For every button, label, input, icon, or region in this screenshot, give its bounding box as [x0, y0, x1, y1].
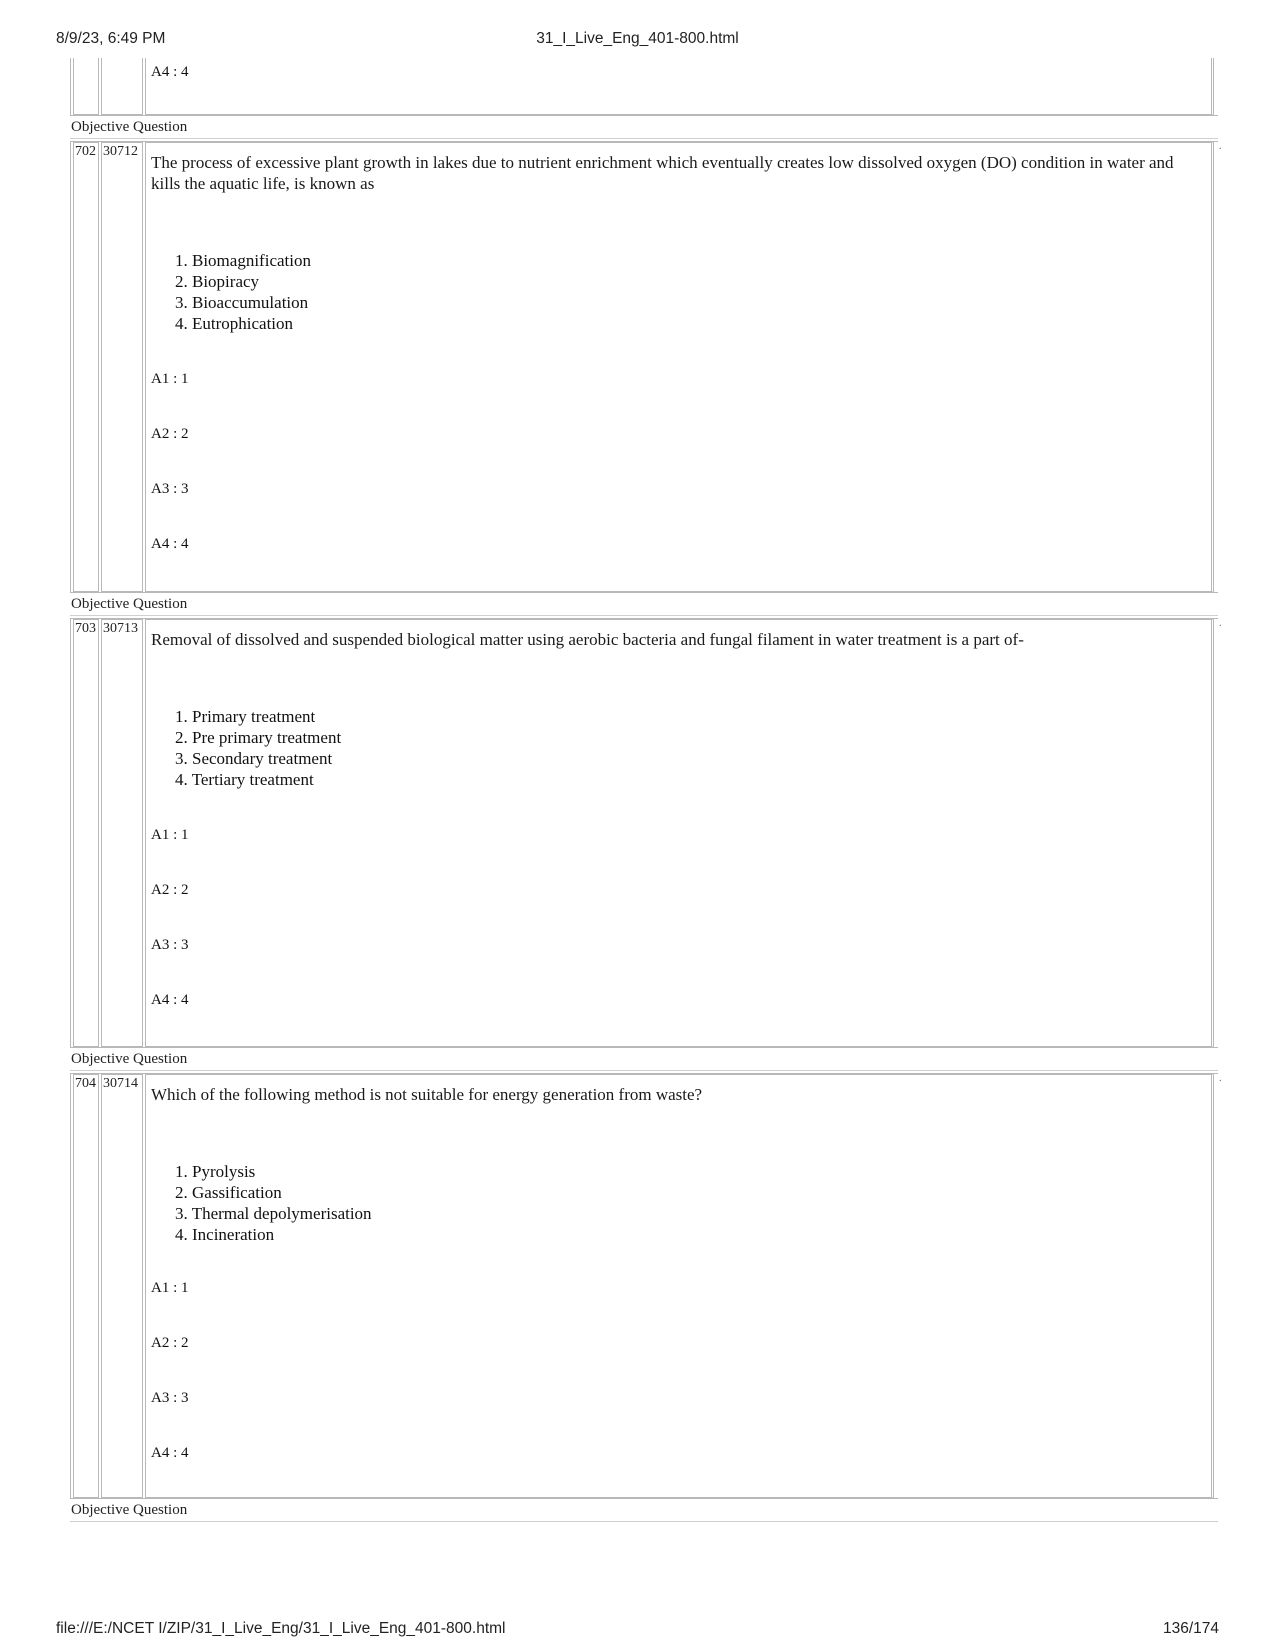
answer-option: A1 : 1: [151, 371, 189, 387]
answer-option: A2 : 2: [151, 426, 189, 442]
answer-option: A4 : 4: [151, 64, 189, 80]
edge-mark: ·: [1218, 144, 1222, 155]
answer-option: A1 : 1: [151, 1280, 189, 1296]
answer-list: [151, 825, 1188, 1045]
question-id: 30712: [103, 144, 138, 159]
option-item: 2. Gassification: [175, 1183, 282, 1202]
option-item: 1. Primary treatment: [175, 707, 316, 726]
option-item: 2. Pre primary treatment: [175, 728, 342, 747]
question-text: Removal of dissolved and suspended biological matter using aerobic bacteria and fungal filament in water treatment is a part of-: [151, 630, 1024, 649]
option-item: 2. Biopiracy: [175, 272, 260, 291]
answer-option: A4 : 4: [151, 536, 189, 552]
print-url: file:///E:/NCET I/ZIP/31_I_Live_Eng/31_I_Live_Eng_401-800.html: [56, 1620, 506, 1637]
document-content: [70, 58, 1222, 1522]
option-item: 1. Pyrolysis: [175, 1162, 256, 1181]
question-serial: 704: [75, 1076, 96, 1091]
question-serial: 703: [75, 621, 96, 636]
option-item: 4. Incineration: [175, 1225, 275, 1244]
option-item: 4. Tertiary treatment: [175, 770, 314, 789]
answer-option: A1 : 1: [151, 827, 189, 843]
section-label: Objective Question: [70, 593, 1218, 616]
question-text: Which of the following method is not suitable for energy generation from waste?: [151, 1085, 703, 1104]
answer-list: [151, 369, 1188, 589]
question-row: [70, 141, 1222, 593]
print-footer: [56, 1620, 1219, 1642]
answer-option: A4 : 4: [151, 1445, 189, 1461]
question-row: [70, 618, 1222, 1048]
edge-mark: ·: [1218, 621, 1222, 632]
answer-option: A4 : 4: [151, 992, 189, 1008]
page-number: 136/174: [1162, 1620, 1219, 1637]
answer-option: A3 : 3: [151, 937, 189, 953]
question-serial: 702: [75, 144, 96, 159]
answer-option: A3 : 3: [151, 481, 189, 497]
answer-list: [151, 1278, 1188, 1498]
edge-mark: ·: [1218, 1076, 1222, 1087]
answer-option: A2 : 2: [151, 1335, 189, 1351]
question-fragment: [70, 58, 1218, 116]
answer-option: A2 : 2: [151, 882, 189, 898]
option-item: 3. Secondary treatment: [175, 749, 333, 768]
option-item: 1. Biomagnification: [175, 251, 311, 270]
option-item: 4. Eutrophication: [175, 314, 294, 333]
option-item: 3. Thermal depolymerisation: [175, 1204, 372, 1223]
print-datetime: 8/9/23, 6:49 PM: [56, 30, 166, 47]
option-list: [151, 706, 1188, 790]
print-header: [56, 30, 1219, 52]
option-list: [151, 1161, 1188, 1245]
section-label: Objective Question: [70, 116, 1218, 139]
print-title: 31_I_Live_Eng_401-800.html: [536, 30, 739, 47]
option-item: 3. Bioaccumulation: [175, 293, 309, 312]
question-id: 30714: [103, 1076, 138, 1091]
question-id: 30713: [103, 621, 138, 636]
section-label: Objective Question: [70, 1499, 1218, 1522]
question-text: The process of excessive plant growth in lakes due to nutrient enrichment which eventually creates low dissolved oxygen (DO) condition in water and kills the aquatic life, is known as: [151, 153, 1174, 193]
option-list: [151, 250, 1188, 334]
question-row: [70, 1073, 1222, 1499]
section-label: Objective Question: [70, 1048, 1218, 1071]
answer-option: A3 : 3: [151, 1390, 189, 1406]
